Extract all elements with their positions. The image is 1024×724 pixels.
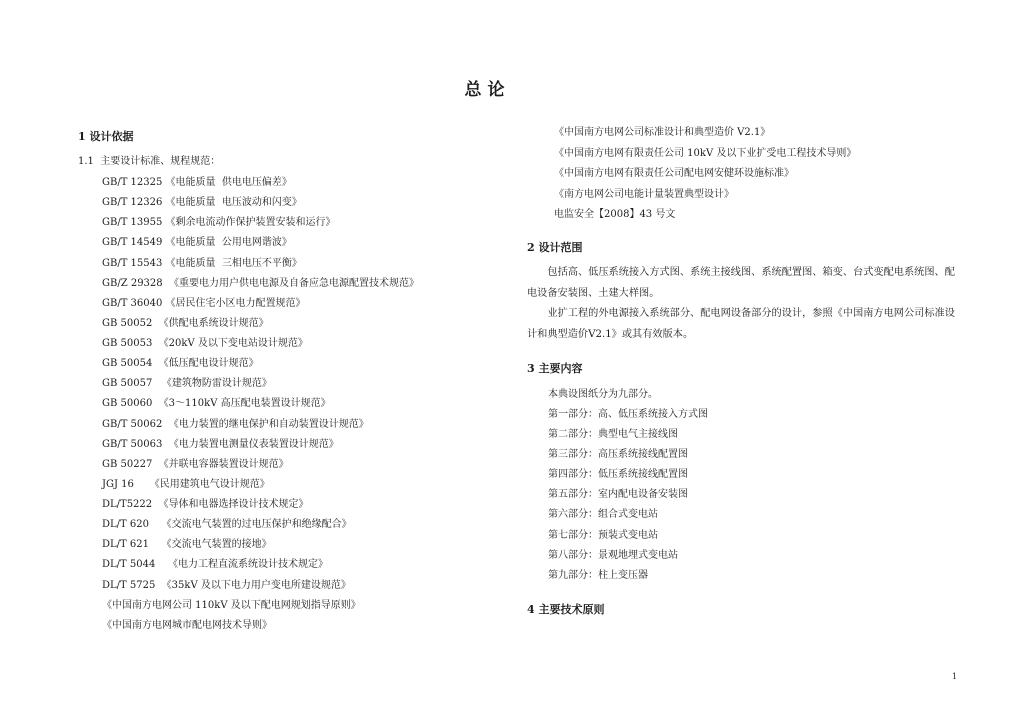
subsection-heading-standards: 1.1 主要设计标准、规程规范： — [78, 156, 221, 167]
standards-list — [102, 173, 419, 636]
standard-item: GB/T 14549 《电能质量 公用电网谐波》 — [102, 237, 292, 249]
contents-part-item: 第二部分：典型电气主接线图 — [548, 429, 678, 441]
standard-item: DL/T 5044 《电力工程直流系统设计技术规定》 — [102, 559, 329, 571]
standard-item: GB/Z 29328 《重要电力用户供电电源及自备应急电源配置技术规范》 — [102, 277, 420, 289]
page-number: 1 — [952, 672, 958, 681]
scope-paragraph-1: 包括高、低压系统接入方式图、系统主接线图、系统配置图、箱变、台式变配电系统图、配电设备安装图、土建大样图。 — [527, 267, 955, 299]
contents-part-item: 第七部分：预装式变电站 — [548, 529, 658, 541]
standard-item: GB 50052 《供配电系统设计规范》 — [102, 317, 269, 329]
reference-item: 《中国南方电网公司标准设计和典型造价 V2.1》 — [554, 127, 771, 138]
standard-item: DL/T5222 《导体和电器选择设计技术规定》 — [102, 499, 309, 510]
section-heading-basis: 1 设计依据 — [78, 130, 134, 143]
contents-part-item: 第六部分：组合式变电站 — [548, 509, 658, 521]
standard-item: DL/T 5725 《35kV 及以下电力用户变电所建设规范》 — [102, 579, 351, 591]
standard-item: GB/T 13955 《剩余电流动作保护装置安装和运行》 — [102, 217, 336, 229]
standard-item: 《中国南方电网公司 110kV 及以下配电网规划指导原则》 — [102, 599, 361, 611]
standard-item: GB/T 36040 《居民住宅小区电力配置规范》 — [102, 297, 306, 309]
reference-item: 《中国南方电网有限责任公司 10kV 及以下业扩受电工程技术导则》 — [554, 147, 857, 159]
reference-item: 电监安全【2008】43 号文 — [554, 209, 676, 220]
standard-item: GB/T 15543 《电能质量 三相电压不平衡》 — [102, 257, 302, 269]
contents-intro: 本典设图纸分为九部分。 — [548, 389, 658, 400]
contents-part-item: 第八部分：景观地埋式变电站 — [548, 549, 678, 561]
standard-item: GB/T 50063 《电力装置电测量仪表装置设计规范》 — [102, 438, 339, 450]
contents-part-item: 第一部分：高、低压系统接入方式图 — [548, 409, 708, 420]
scope-paragraph-2: 业扩工程的外电源接入系统部分、配电网设备部分的设计，参照《中国南方电网公司标准设计和典型造价V2.1》或其有效版本。 — [527, 308, 955, 340]
standard-item: GB 50227 《并联电容器装置设计规范》 — [102, 458, 289, 470]
standard-item: JGJ 16 《民用建筑电气设计规范》 — [102, 478, 270, 490]
page-title: 总 论 — [464, 80, 505, 100]
reference-item: 《南方电网公司电能计量装置典型设计》 — [554, 188, 734, 200]
contents-part-item: 第三部分：高压系统接线配置图 — [548, 449, 688, 461]
contents-part-item: 第五部分：室内配电设备安装图 — [548, 489, 688, 501]
standard-item: DL/T 620 《交流电气装置的过电压保护和绝缘配合》 — [102, 519, 352, 531]
standard-item: GB 50057 《建筑物防雷设计规范》 — [102, 378, 272, 390]
reference-item: 《中国南方电网有限责任公司配电网安健环设施标准》 — [554, 168, 794, 179]
references-list — [554, 123, 856, 226]
standard-item: DL/T 621 《交流电气装置的接地》 — [102, 539, 272, 551]
standard-item: GB 50060 《3～110kV 高压配电装置设计规范》 — [102, 398, 331, 410]
contents-parts-list — [548, 405, 708, 586]
section-heading-scope: 2 设计范围 — [527, 241, 583, 254]
section-heading-contents: 3 主要内容 — [527, 362, 583, 375]
standard-item: GB 50054 《低压配电设计规范》 — [102, 358, 259, 370]
standard-item: GB/T 50062 《电力装置的继电保护和自动装置设计规范》 — [102, 418, 369, 430]
contents-part-item: 第九部分：柱上变压器 — [548, 569, 648, 581]
standard-item: GB/T 12326 《电能质量 电压波动和闪变》 — [102, 197, 302, 209]
contents-part-item: 第四部分：低压系统接线配置图 — [548, 469, 688, 481]
section-heading-principles: 4 主要技术原则 — [527, 603, 605, 616]
standard-item: 《中国南方电网城市配电网技术导则》 — [102, 619, 272, 631]
standard-item: GB 50053 《20kV 及以下变电站设计规范》 — [102, 338, 308, 349]
standard-item: GB/T 12325 《电能质量 供电电压偏差》 — [102, 177, 292, 188]
